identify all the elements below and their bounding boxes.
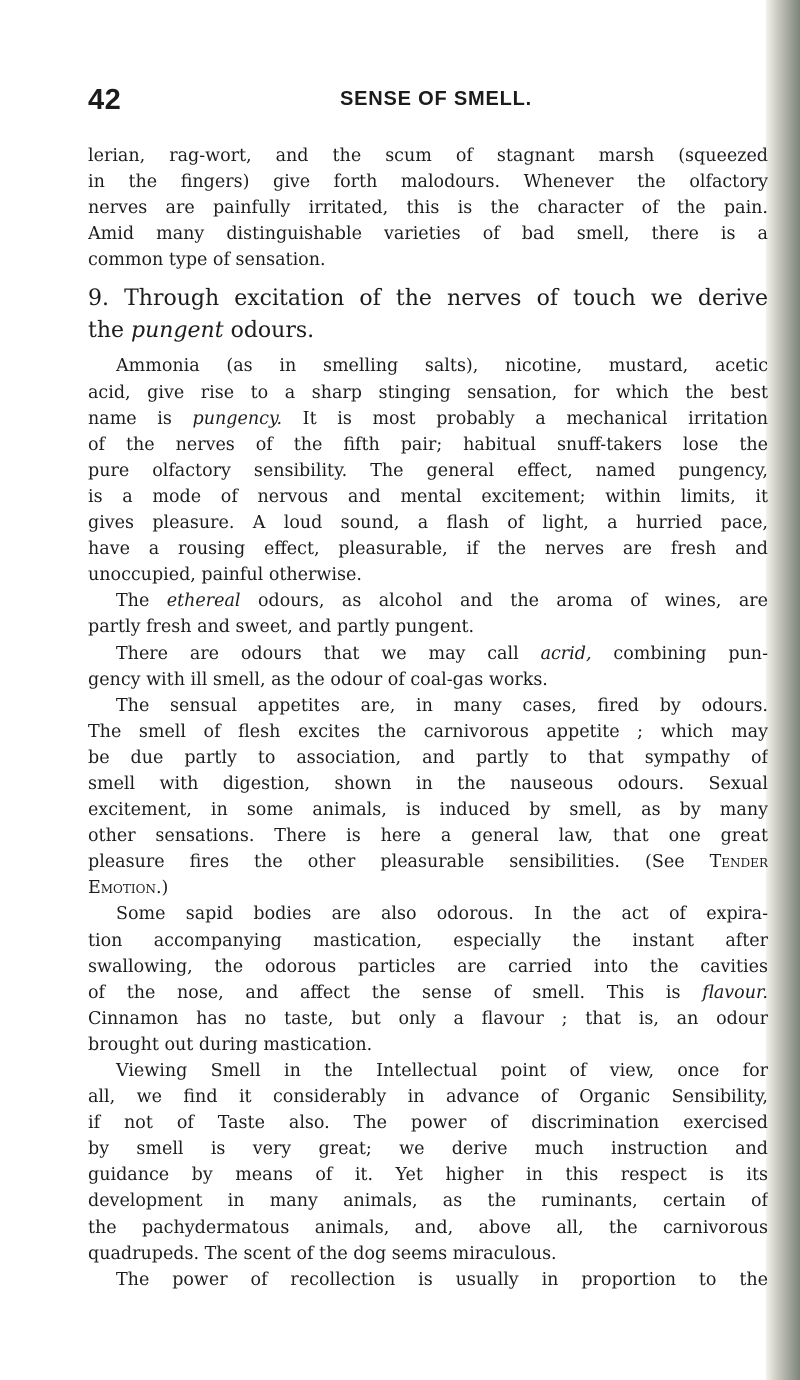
text-line: gency with ill smell, as the odour of coal-gas works. [88,669,548,690]
text-line: Cinnamon has no taste, but only a flavour ; that is, an odour [88,1008,768,1029]
text-line: have a rousing effect, pleasurable, if the nerves are fresh and [88,539,768,560]
text-line: tion accompanying mastication, especially the instant after [88,930,768,951]
text-line: by smell is very great; we derive much instruction and [88,1139,768,1160]
section-heading: 9. Through excitation of the nerves of touch we derive [88,286,768,312]
text-line: acid, give rise to a sharp stinging sensation, for which the best [88,382,768,403]
page-number: 42 [88,84,122,116]
text-line: of the nerves of the fifth pair; habitual snuff-takers lose the [88,434,768,455]
emphasis: pungent [131,318,224,344]
text-line: The smell of flesh excites the carnivorous appetite ; which may [88,721,768,742]
page-header [88,84,768,118]
text-line: is a mode of nervous and mental excitement; within limits, it [88,486,768,507]
cross-reference: Tender [709,852,768,873]
text-line: common type of sensation. [88,250,326,271]
text-line: smell with digestion, shown in the nauseous odours. Sexual [88,773,768,794]
section-heading-cont: the pungent odours. [88,318,315,344]
text-line: guidance by means of it. Yet higher in this respect is its [88,1165,768,1186]
text-line: excitement, in some animals, is induced by smell, as by many [88,800,768,821]
text-line: Viewing Smell in the Intellectual point of view, once for [116,1061,768,1081]
text-line: gives pleasure. A loud sound, a flash of light, a hurried pace, [88,513,768,534]
text-line: be due partly to association, and partly to that sympathy of [88,747,768,768]
text-line: other sensations. There is here a general law, that one great [88,826,768,847]
emphasis: acrid, [540,643,592,664]
text-line: The ethereal odours, as alcohol and the aroma of wines, are [116,591,768,612]
emphasis: flavour. [702,982,768,1003]
text-line: Ammonia (as in smelling salts), nicotine, mustard, acetic [116,356,768,377]
text-line: The sensual appetites are, in many cases, fired by odours. [116,695,768,716]
emphasis: ethereal [166,591,241,612]
emphasis: pungency. [192,408,283,429]
text-line: if not of Taste also. The power of discrimination exercised [88,1113,768,1134]
text-line: name is pungency. It is most probably a mechanical irritation [88,408,768,429]
cross-reference-cont: Emotion.) [88,878,169,899]
text-line: development in many animals, as the ruminants, certain of [88,1191,768,1212]
text-line: swallowing, the odorous particles are carried into the cavities [88,956,768,977]
text-line: in the fingers) give forth malodours. Whenever the olfactory [88,172,768,193]
text-line: Amid many distinguishable varieties of bad smell, there is a [88,224,768,245]
text-line: Some sapid bodies are also odorous. In the act of expira- [116,904,768,925]
text-line: of the nose, and affect the sense of smell. This is flavour. [88,982,768,1003]
text-line: the pachydermatous animals, and, above all, the carnivorous [88,1217,768,1238]
text-line: partly fresh and sweet, and partly pungent. [88,617,475,638]
text-line: lerian, rag-wort, and the scum of stagnant marsh (squeezed [88,146,768,166]
text-line: pleasure fires the other pleasurable sensibilities. (See Tender [88,852,768,873]
page-edge-shadow [766,0,800,1380]
text-line: The power of recollection is usually in proportion to the [116,1269,768,1290]
text-line: brought out during mastication. [88,1034,373,1055]
text-line: pure olfactory sensibility. The general effect, named pungency, [88,460,768,481]
text-line: nerves are painfully irritated, this is the character of the pain. [88,198,768,219]
running-title: SENSE OF SMELL. [340,88,533,110]
text-line: quadrupeds. The scent of the dog seems miraculous. [88,1243,557,1264]
text-line: There are odours that we may call acrid, combining pun- [116,643,768,664]
text-line: unoccupied, painful otherwise. [88,565,362,586]
body-text [88,143,768,1293]
text-line: all, we find it considerably in advance of Organic Sensibility, [88,1087,768,1108]
